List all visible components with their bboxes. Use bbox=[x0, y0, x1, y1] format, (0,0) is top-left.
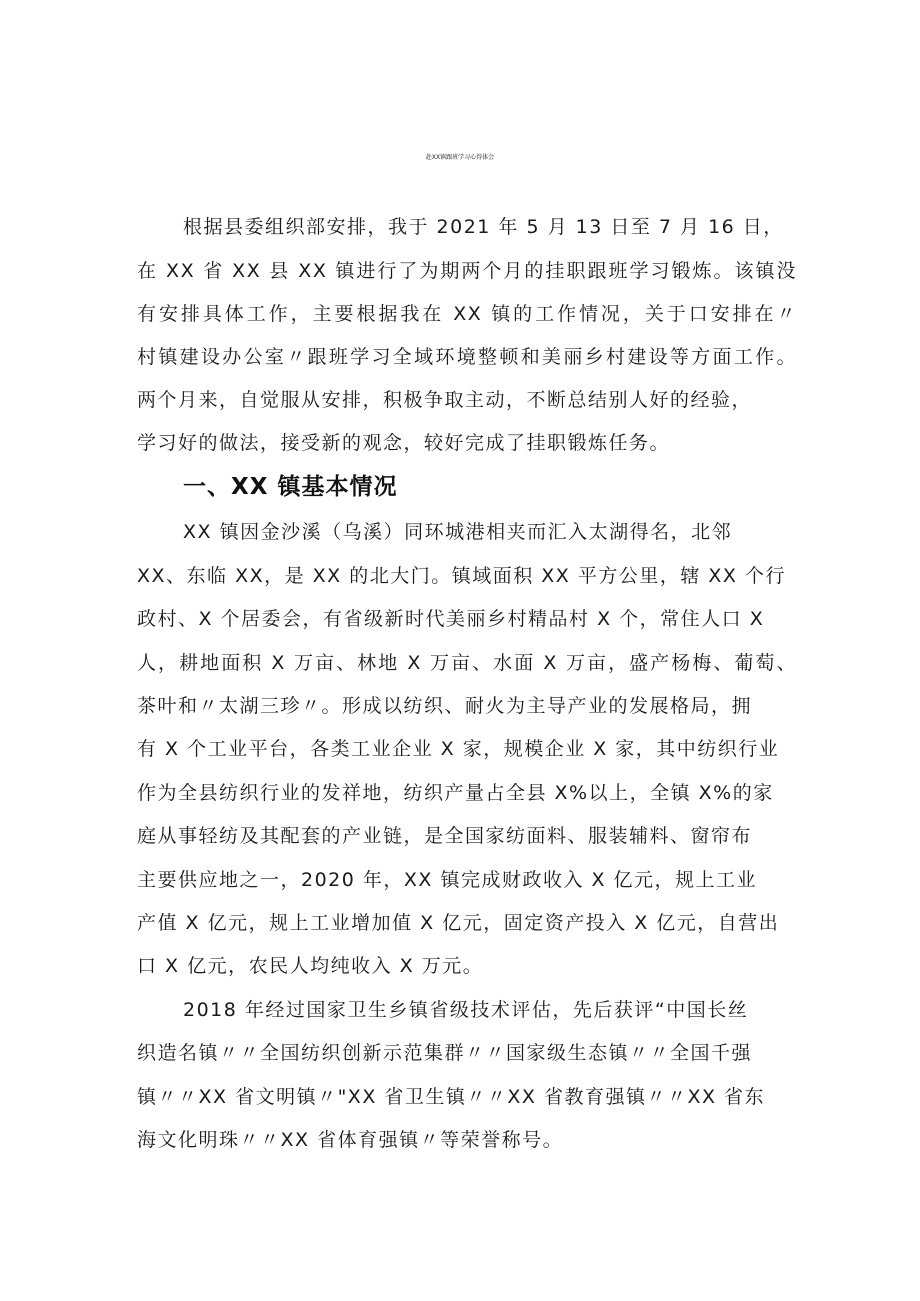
paragraph-3-line-2: 织造名镇〃〃全国纺织创新示范集群〃〃国家级生态镇〃〃全国千强 bbox=[137, 1042, 753, 1064]
paragraph-2-line-11: 口 X 亿元，农民人均纯收入 X 万元。 bbox=[137, 955, 484, 977]
paragraph-2-line-10: 产值 X 亿元，规上工业增加值 X 亿元，固定资产投入 X 亿元，自营出 bbox=[137, 912, 780, 934]
paragraph-2-line-3: 政村、X 个居委会，有省级新时代美丽乡村精品村 X 个，常住人口 X bbox=[137, 608, 765, 630]
paragraph-1-line-1: 根据县委组织部安排，我于 2021 年 5 月 13 日至 7 月 16 日， bbox=[183, 216, 784, 238]
paragraph-2-line-5: 茶叶和〃太湖三珍〃。形成以纺织、耐火为主导产业的发展格局，拥 bbox=[137, 695, 753, 717]
paragraph-1-line-6: 学习好的做法，接受新的观念，较好完成了挂职锻炼任务。 bbox=[137, 432, 671, 454]
paragraph-3-line-4: 海文化明珠〃〃XX 省体育强镇〃等荣誉称号。 bbox=[137, 1129, 564, 1151]
paragraph-2-line-2: XX、东临 XX，是 XX 的北大门。镇域面积 XX 平方公里，辖 XX 个行 bbox=[137, 565, 786, 587]
document-title: 赴XX镇跟班学习心得体会 bbox=[425, 154, 495, 161]
paragraph-2-line-6: 有 X 个工业平台，各类工业企业 X 家，规模企业 X 家，其中纺织行业 bbox=[137, 738, 780, 760]
paragraph-1-line-3: 有安排具体工作，主要根据我在 XX 镇的工作情况，关于口安排在〃 bbox=[137, 303, 797, 325]
paragraph-1-line-4: 村镇建设办公室〃跟班学习全域环境整顿和美丽乡村建设等方面工作。 bbox=[137, 346, 797, 368]
paragraph-1-line-2: 在 XX 省 XX 县 XX 镇进行了为期两个月的挂职跟班学习锻炼。该镇没 bbox=[137, 260, 797, 282]
paragraph-3-line-3: 镇〃〃XX 省文明镇〃"XX 省卫生镇〃〃XX 省教育强镇〃〃XX 省东 bbox=[137, 1086, 766, 1108]
paragraph-2-line-7: 作为全县纺织行业的发祥地，纺织产量占全县 X%以上，全镇 X%的家 bbox=[137, 782, 774, 804]
paragraph-2-line-4: 人，耕地面积 X 万亩、林地 X 万亩、水面 X 万亩，盛产杨梅、葡萄、 bbox=[137, 652, 797, 674]
paragraph-2-line-1: XX 镇因金沙溪（乌溪）同环城港相夹而汇入太湖得名，北邻 bbox=[183, 521, 733, 543]
paragraph-2-line-9: 主要供应地之一，2020 年，XX 镇完成财政收入 X 亿元，规上工业 bbox=[137, 869, 758, 891]
paragraph-1-line-5: 两个月来，自觉服从安排，积极争取主动，不断总结别人好的经验， bbox=[137, 389, 753, 411]
paragraph-3-line-1: 2018 年经过国家卫生乡镇省级技术评估，先后获评“中国长丝 bbox=[183, 999, 749, 1021]
section-1-heading: 一、XX 镇基本情况 bbox=[183, 474, 398, 500]
paragraph-2-line-8: 庭从事轻纺及其配套的产业链，是全国家纺面料、服装辅料、窗帘布 bbox=[137, 825, 753, 847]
